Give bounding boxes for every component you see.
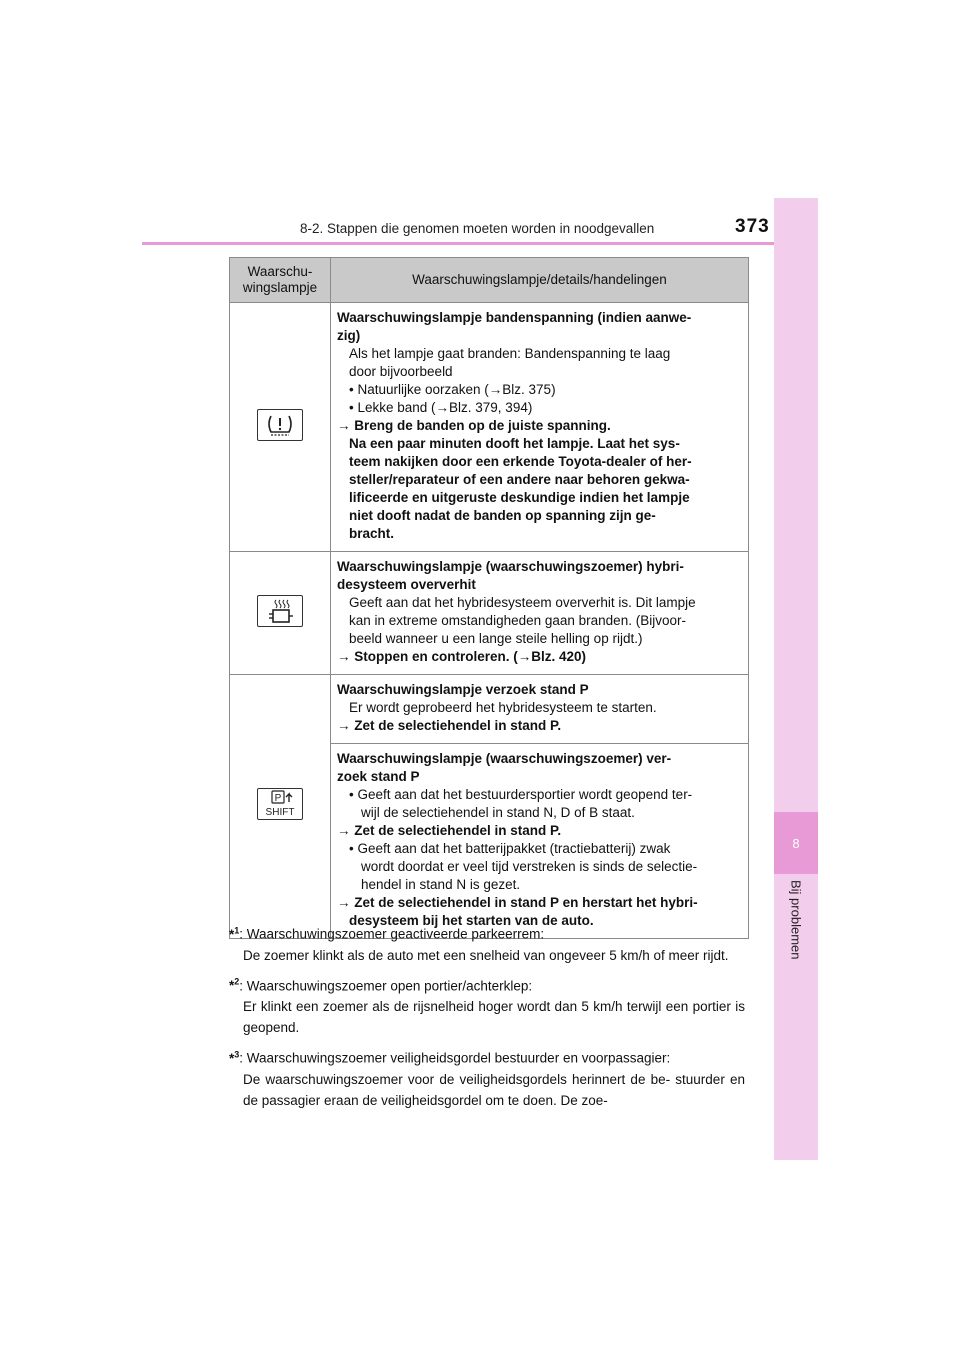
table-row — [230, 675, 749, 744]
icon-cell — [230, 675, 331, 939]
footnote-3: *$^3$: Waarschuwingszoemer veiligheidsgordel bestuurder en voorpassagier: De waarschuwingszoemer voor de veiligheidsgordels herinnert de be- stuurder en de passagier eraan de veiligheidsgordel om te doen. De zoe- — [229, 1049, 745, 1108]
column-header-details: Waarschuwingslampje/details/handelingen — [331, 258, 749, 303]
footnote-mark: *$^3$ — [229, 1049, 240, 1066]
section-title: 8-2. Stappen die genomen moeten worden in noodgevallen — [300, 221, 655, 236]
shift-icon-letter: P — [274, 793, 282, 804]
tire-pressure-warning-icon — [257, 409, 303, 441]
warning-lights-table — [229, 257, 749, 939]
info-cell: Waarschuwingslampje verzoek stand P Er wordt geprobeerd het hybridesysteem te starten. → Zet de selectiehendel in stand P. — [331, 675, 749, 744]
info-cell: Waarschuwingslampje (waarschuwingszoemer) hybri- desysteem oververhit Geeft aan dat het hybridesysteem oververhit is. Dit lampje kan in extreme omstandigheden gaan branden. (Bijvoor- beeld wanneer u een lange steile helling op rijdt.) → Stoppen en controleren. (→Blz. 420) — [331, 552, 749, 675]
footnote-1: *$^1$: Waarschuwingszoemer geactiveerde parkeerrem: De zoemer klinkt als de auto met een snelheid van ongeveer 5 km/h of meer rijdt. — [229, 925, 729, 963]
header-divider — [142, 242, 818, 245]
hybrid-system-overheat-icon — [257, 595, 303, 627]
footnote-mark: *$^2$ — [229, 976, 240, 993]
table-header-row — [230, 258, 749, 303]
footnote-mark: *$^1$ — [229, 925, 240, 942]
info-cell: Waarschuwingslampje (waarschuwingszoemer) ver- zoek stand P • Geeft aan dat het bestuurdersportier wordt geopend ter- wijl de selectiehendel in stand N, D of B staat. → Zet de selectiehendel in stand P. • Geeft aan dat het batterijpakket (tractiebatterij) zwak wordt doordat er veel tijd verstreken is sinds de selectie- hendel in stand N is gezet. → Zet de selectiehendel in stand P en herstart het hybri- desysteem bij het starten van de auto. — [331, 744, 749, 939]
shift-icon-word: SHIFT — [265, 807, 295, 818]
info-cell: Waarschuwingslampje bandenspanning (indien aanwe- zig) Als het lampje gaat branden: Bandenspanning te laag door bijvoorbeeld • Natuurlijke oorzaken (→Blz. 375) • Lekke band (→Blz. 379, 394) → Breng de banden op de juiste spanning. Na een paar minuten dooft het lampje. Laat het sys- teem nakijken door een erkende Toyota-dealer of her- steller/reparateur of een andere naar behoren gekwa- lificeerde en uitgeruste deskundige indien het lampje niet dooft nadat de banden op spanning zijn ge- bracht. — [331, 303, 749, 552]
chapter-number: 8 — [774, 812, 818, 874]
footnote-2: *$^2$: Waarschuwingszoemer open portier/achterklep: Er klinkt een zoemer als de rijsnelheid hoger wordt dan 5 km/h terwijl een portier is geopend. — [229, 976, 745, 1035]
table-row — [230, 303, 749, 552]
footnotes — [229, 920, 745, 1117]
icon-cell — [230, 303, 331, 552]
chapter-side-tab — [774, 198, 818, 1160]
page-number: 373 — [735, 216, 770, 237]
chapter-title: Bij problemen — [788, 880, 804, 960]
table-row — [230, 552, 749, 675]
shift-p-request-icon — [257, 788, 303, 820]
icon-cell — [230, 552, 331, 675]
column-header-light: Waarschu- wingslampje — [230, 258, 331, 303]
